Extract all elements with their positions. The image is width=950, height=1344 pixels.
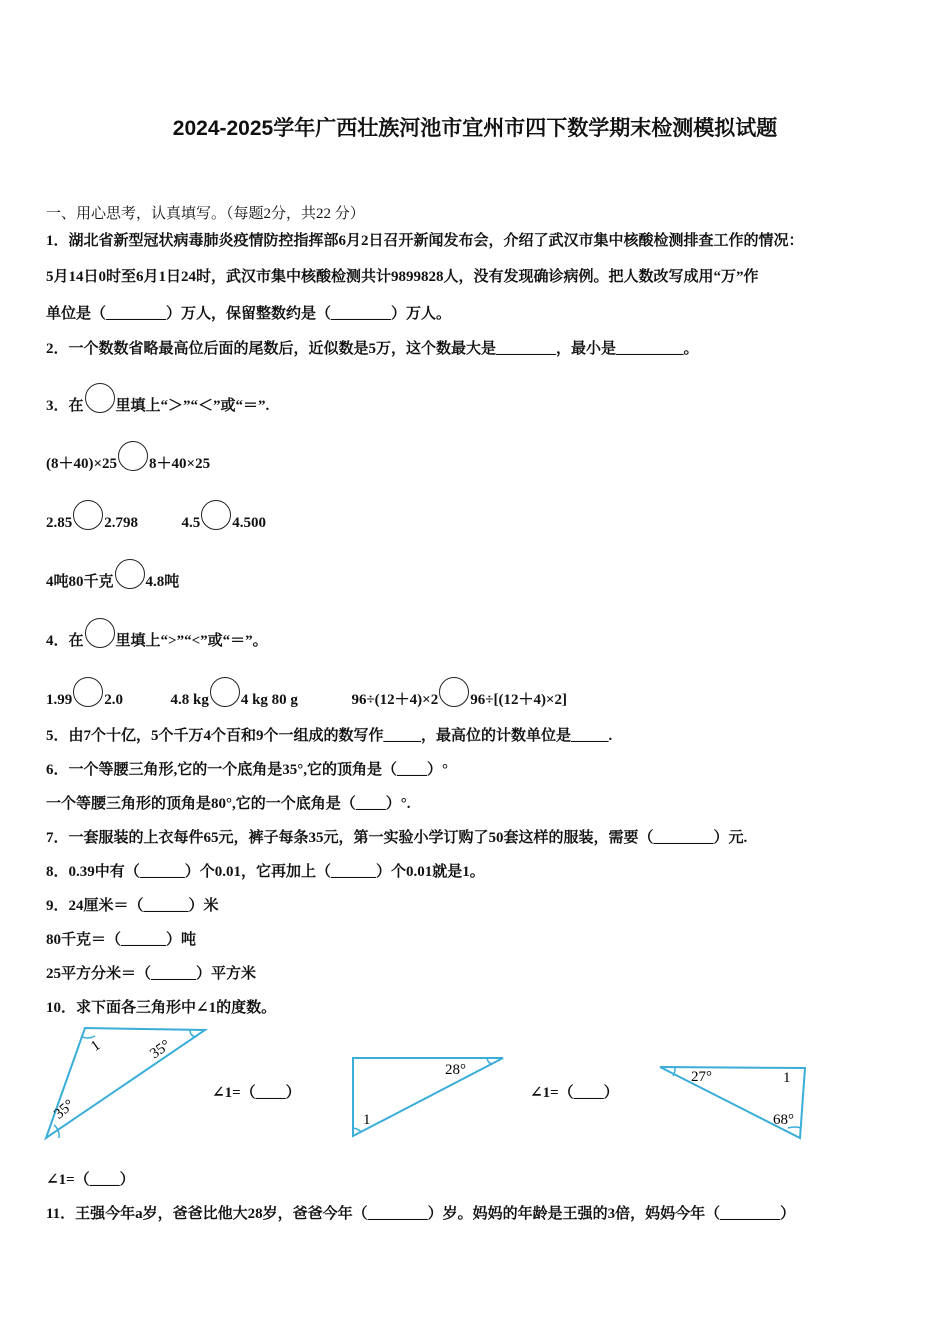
q4-pre: 4．在 [46,633,84,649]
triangle-figure-1 [40,1022,210,1144]
answer-circle[interactable] [118,441,148,471]
q7: 7．一套服装的上衣每件65元，裤子每条35元，第一实验小学订购了50套这样的服装，需要（________）元. [46,830,748,846]
q4-post: 里填上“>”“<”或“＝”。 [115,633,268,649]
t3-angle-a: 27° [691,1069,712,1085]
t2-angle-b: 1 [363,1112,371,1128]
q6-line1: 6．一个等腰三角形,它的一个底角是35°,它的顶角是（____）° [46,762,448,778]
q3-item-d [46,559,179,591]
q3-a-right: 8＋40×25 [149,456,211,472]
q1-line3: 单位是（________）万人，保留整数约是（________）万人。 [46,306,452,322]
t3-angle-c: 68° [773,1112,794,1128]
section-heading: 一、用心思考，认真填写。（每题2分，共22 分） [46,206,365,222]
q9-line1: 9．24厘米＝（______）米 [46,898,219,914]
q4-a-right: 2.0 [104,692,123,708]
q10-answer-2: ∠1=（____） [530,1085,619,1101]
q3-c-right: 4.500 [232,515,266,531]
q10-text: 10．求下面各三角形中∠1的度数。 [46,1000,277,1016]
page-title: 2024-2025学年广西壮族河池市宜州市四下数学期末检测模拟试题 [172,117,778,140]
q2: 2．一个数数省略最高位后面的尾数后，近似数是5万，这个数最大是________，最小是_________。 [46,341,699,357]
q6-line2: 一个等腰三角形的顶角是80°,它的一个底角是（____）°. [46,796,411,812]
q1-line1: 1．湖北省新型冠状病毒肺炎疫情防控指挥部6月2日召开新闻发布会，介绍了武汉市集中核酸检测排查工作的情况： [46,233,804,249]
t1-angle-b: 35° [147,1037,174,1063]
q11: 11．王强今年a岁，爸爸比他大28岁，爸爸今年（________）岁。妈妈的年龄是王强的3倍，妈妈今年（________） [46,1206,796,1222]
q4-items [46,677,567,709]
t3-angle-b: 1 [783,1070,791,1086]
q10-answer-1: ∠1=（____） [212,1085,301,1101]
q3-c-left: 4.5 [181,515,201,531]
answer-circle[interactable] [201,500,231,530]
t1-angle-c: 35° [51,1096,78,1123]
q8: 8．0.39中有（______）个0.01，它再加上（______）个0.01就是1。 [46,864,485,880]
angle-arc [353,1128,361,1132]
q3-a-left: (8＋40)×25 [46,456,118,472]
answer-circle[interactable] [85,618,115,648]
q4-c-left: 96÷(12＋4)×2 [351,692,439,708]
answer-circle[interactable] [439,677,469,707]
triangle-1-shape [46,1028,205,1138]
answer-circle[interactable] [73,500,103,530]
q4-b-left: 4.8 kg [170,692,209,708]
triangle-figure-2 [345,1050,510,1142]
q3-d-left: 4吨80千克 [46,574,114,590]
answer-circle[interactable] [115,559,145,589]
q4-b-right: 4 kg 80 g [240,692,298,708]
answer-circle[interactable] [85,383,115,413]
t1-angle-a: 1 [88,1037,104,1055]
triangle-figure-3 [655,1060,815,1142]
t2-angle-a: 28° [445,1062,466,1078]
triangle-2-shape [353,1058,503,1136]
q3-item-a [46,441,210,473]
q3-prompt [46,383,269,415]
q3-pre: 3．在 [46,398,84,414]
q9-line3: 25平方分米＝（______）平方米 [46,966,257,982]
answer-circle[interactable] [210,677,240,707]
q1-line2: 5月14日0时至6月1日24时，武汉市集中核酸检测共计9899828人，没有发现确诊病例。把人数改写成用“万”作 [46,269,759,285]
q10-answer-3: ∠1=（____） [46,1172,135,1188]
q3-b-right: 2.798 [104,515,138,531]
q4-prompt [46,618,268,650]
q3-item-bc [46,500,266,532]
answer-circle[interactable] [73,677,103,707]
q3-b-left: 2.85 [46,515,73,531]
q3-d-right: 4.8吨 [145,574,180,590]
q4-c-right: 96÷[(12＋4)×2] [470,692,567,708]
q3-post: 里填上“＞”“＜”或“＝”. [115,398,270,414]
q5: 5．由7个十亿，5个千万4个百和9个一组成的数写作_____，最高位的计数单位是_____. [46,728,613,744]
q9-line2: 80千克＝（______）吨 [46,932,197,948]
q4-a-left: 1.99 [46,692,73,708]
